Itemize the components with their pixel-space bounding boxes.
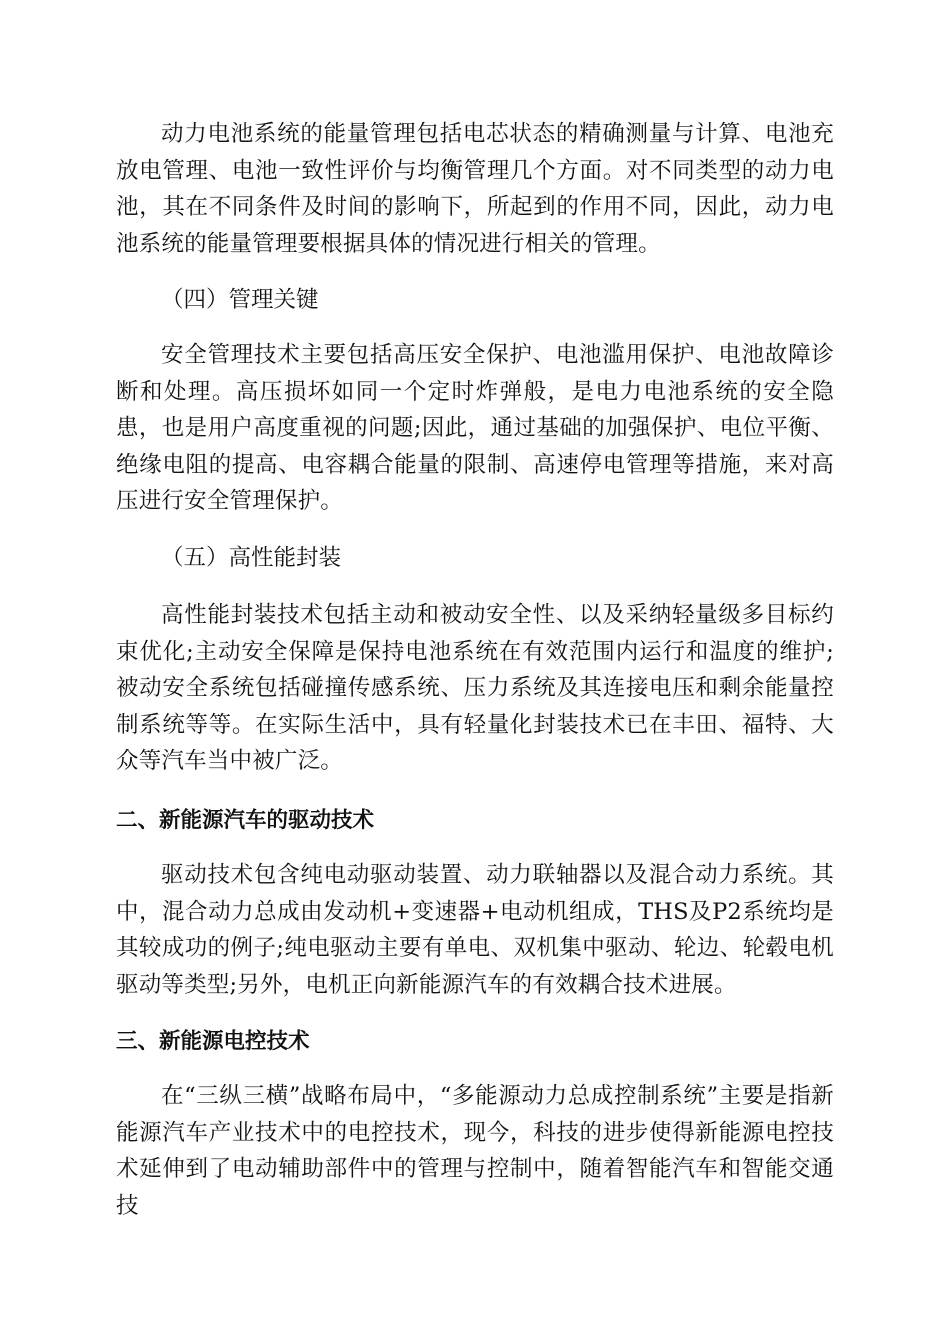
- section-heading-electronic-control: 三、新能源电控技术: [116, 1029, 310, 1054]
- paragraph-drive-technology: 驱动技术包含纯电动驱动装置、动力联轴器以及混合动力系统。其中，混合动力总成由发动机+变速器+电动机组成，THS及P2系统均是其较成功的例子;纯电驱动主要有单电、双机集中驱动、轮边、轮毂电机驱动等类型;另外，电机正向新能源汽车的有效耦合技术进展。: [116, 862, 834, 998]
- paragraph-electronic-control: 在“三纵三横”战略布局中，“多能源动力总成控制系统”主要是指新能源汽车产业技术中的电控技术，现今，科技的进步使得新能源电控技术延伸到了电动辅助部件中的管理与控制中，随着智能汽车和智能交通技: [116, 1083, 834, 1219]
- subheading-management-key: （四）管理关键: [161, 287, 319, 313]
- paragraph-safety-management: 安全管理技术主要包括高压安全保护、电池滥用保护、电池故障诊断和处理。高压损坏如同一个定时炸弹般，是电力电池系统的安全隐患，也是用户高度重视的问题;因此，通过基础的加强保护、电位平衡、绝缘电阻的提高、电容耦合能量的限制、高速停电管理等措施，来对高压进行安全管理保护。: [116, 342, 834, 514]
- paragraph-packaging-technology: 高性能封装技术包括主动和被动安全性、以及采纳轻量级多目标约束优化;主动安全保障是保持电池系统在有效范围内运行和温度的维护;被动安全系统包括碰撞传感系统、压力系统及其连接电压和剩余能量控制系统等等。在实际生活中，具有轻量化封装技术已在丰田、福特、大众等汽车当中被广泛。: [116, 602, 834, 774]
- paragraph-energy-management: 动力电池系统的能量管理包括电芯状态的精确测量与计算、电池充放电管理、电池一致性评价与均衡管理几个方面。对不同类型的动力电池，其在不同条件及时间的影响下，所起到的作用不同，因此，动力电池系统的能量管理要根据具体的情况进行相关的管理。: [116, 121, 834, 257]
- subheading-high-performance-packaging: （五）高性能封装: [161, 545, 342, 571]
- section-heading-drive-technology: 二、新能源汽车的驱动技术: [116, 808, 375, 833]
